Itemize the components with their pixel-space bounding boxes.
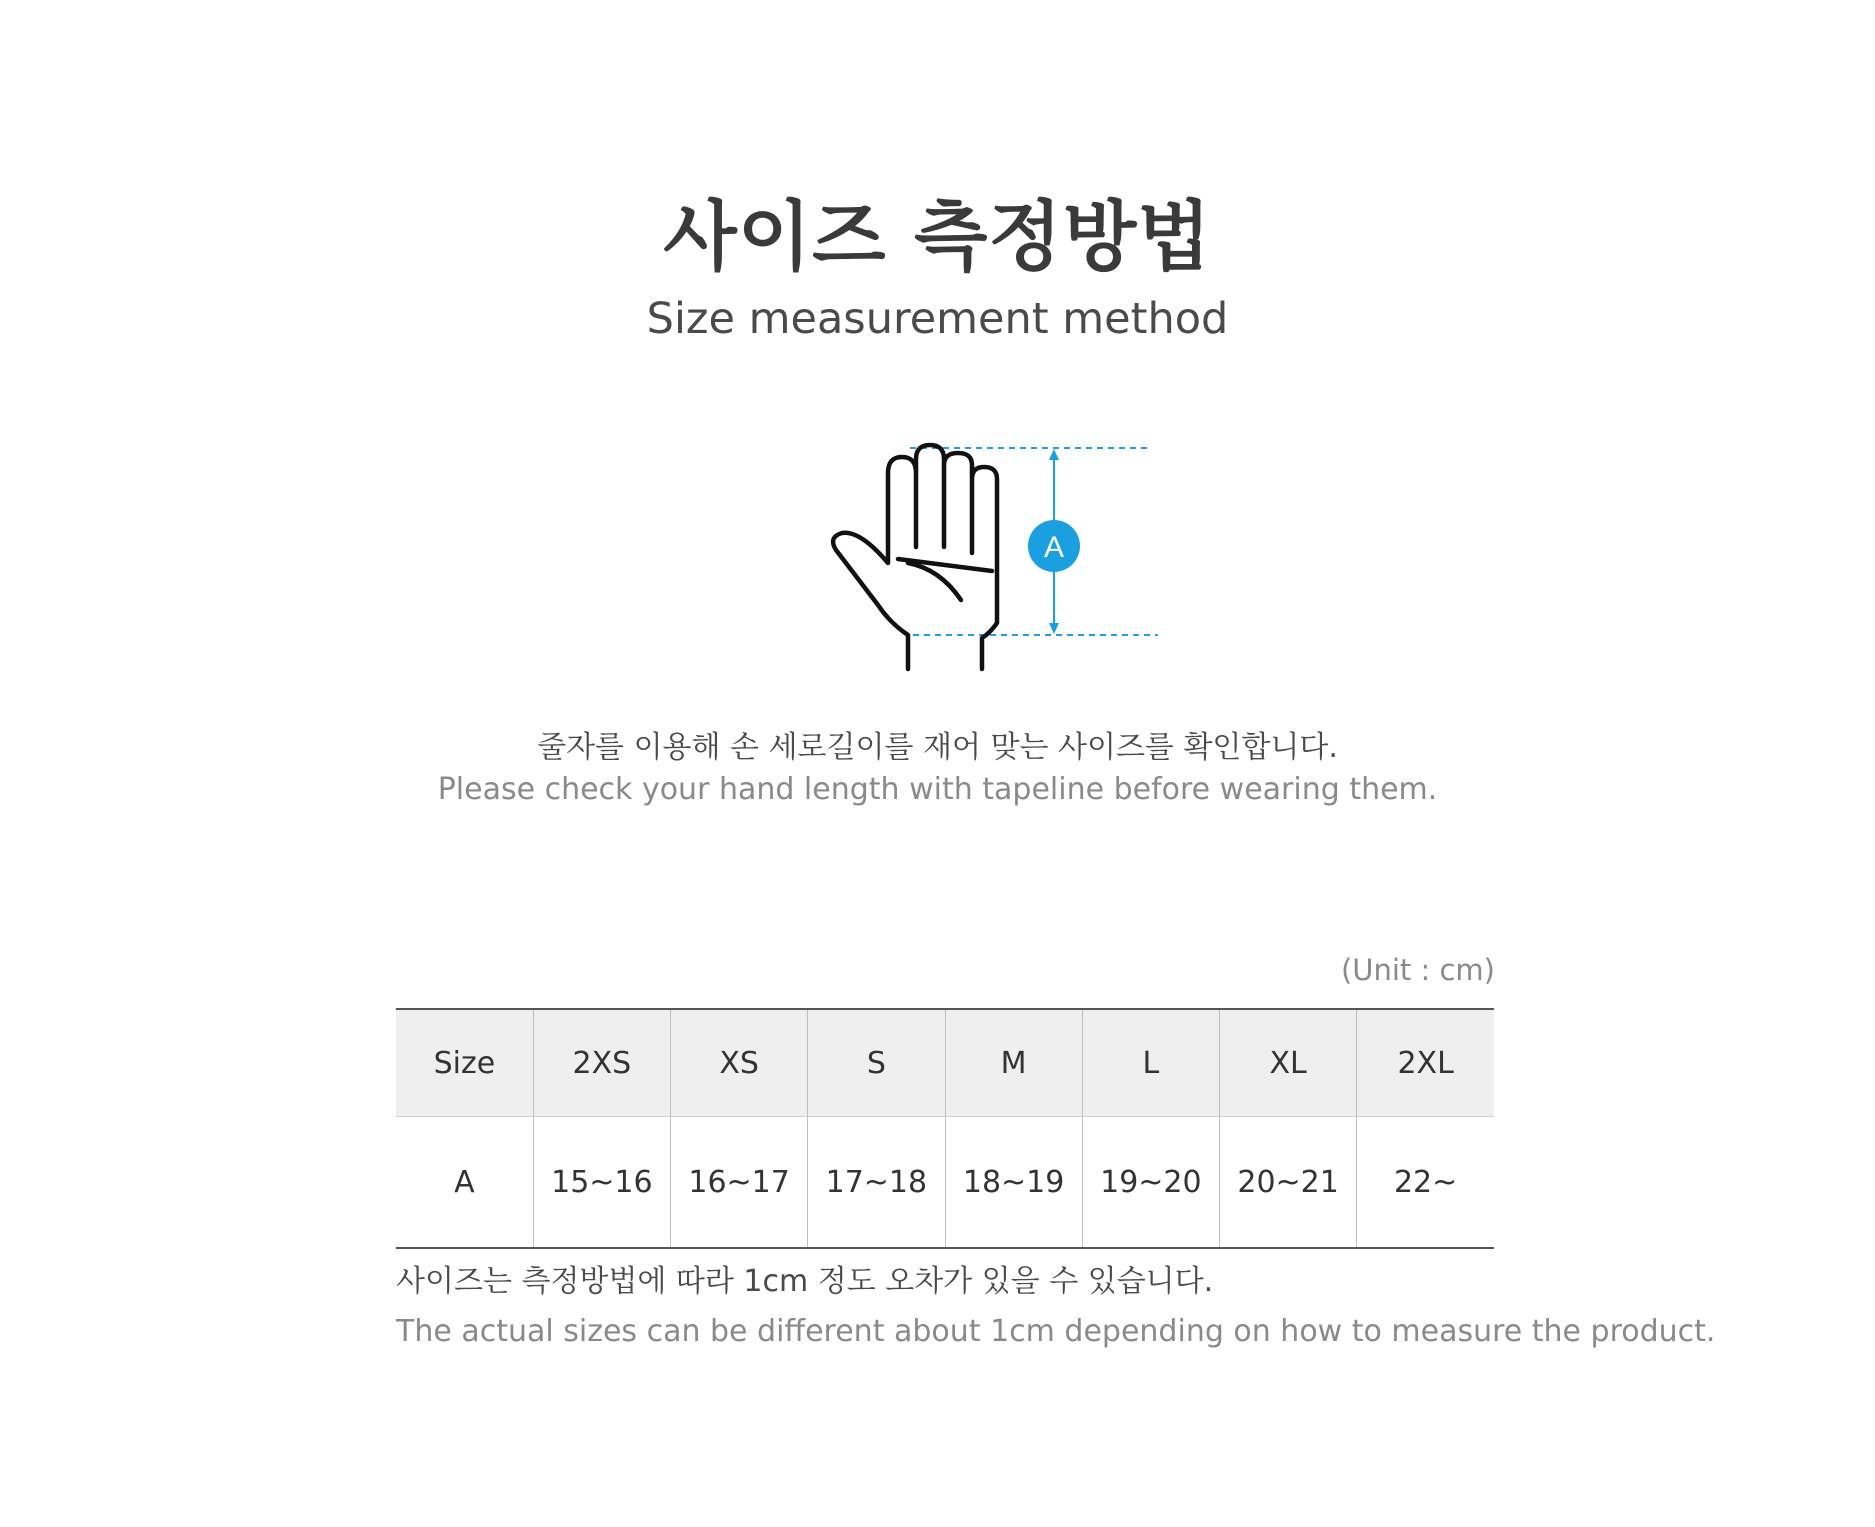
size-chart-table [396,1008,1494,1249]
hand-measurement-diagram [820,435,1170,675]
marker-label: A [1043,531,1065,564]
value-cell-xl: 20~21 [1220,1117,1357,1249]
value-cell-xs: 16~17 [671,1117,808,1249]
instruction-text-en: Please check your hand length with tapeline before wearing them. [437,772,1438,807]
value-cell-l: 19~20 [1082,1117,1219,1249]
table-header-row [396,1009,1494,1117]
header-cell-2xl: 2XL [1357,1009,1494,1117]
instruction-text-ko: 줄자를 이용해 손 세로길이를 재어 맞는 사이즈를 확인합니다. [537,730,1338,765]
header-cell-2xs: 2XS [533,1009,670,1117]
row-label-cell: A [454,1164,475,1200]
header-cell-s: S [808,1009,945,1117]
value-cell-s: 17~18 [808,1117,945,1249]
value-cell-m: 18~19 [945,1117,1082,1249]
value-cell-2xl: 22~ [1357,1117,1494,1249]
header-cell-xs: XS [671,1009,808,1117]
header-cell-xl: XL [1220,1009,1357,1117]
header-cell-m: M [945,1009,1082,1117]
header-cell-l: L [1082,1009,1219,1117]
note-text-en: The actual sizes can be different about 1cm depending on how to measure the product. [396,1314,1716,1349]
table-row [396,1117,1494,1249]
value-cell-2xs: 15~16 [533,1117,670,1249]
arrow-down-icon [1049,623,1059,634]
arrow-up-icon [1049,449,1059,460]
unit-label: (Unit : cm) [1340,953,1495,987]
page-title: 사이즈 측정방법 [663,192,1212,281]
header-cell-size: Size [396,1009,533,1117]
page-subtitle: Size measurement method [646,294,1229,344]
hand-length-icon [820,435,1170,675]
note-text-ko: 사이즈는 측정방법에 따라 1cm 정도 오차가 있을 수 있습니다. [396,1264,1214,1299]
